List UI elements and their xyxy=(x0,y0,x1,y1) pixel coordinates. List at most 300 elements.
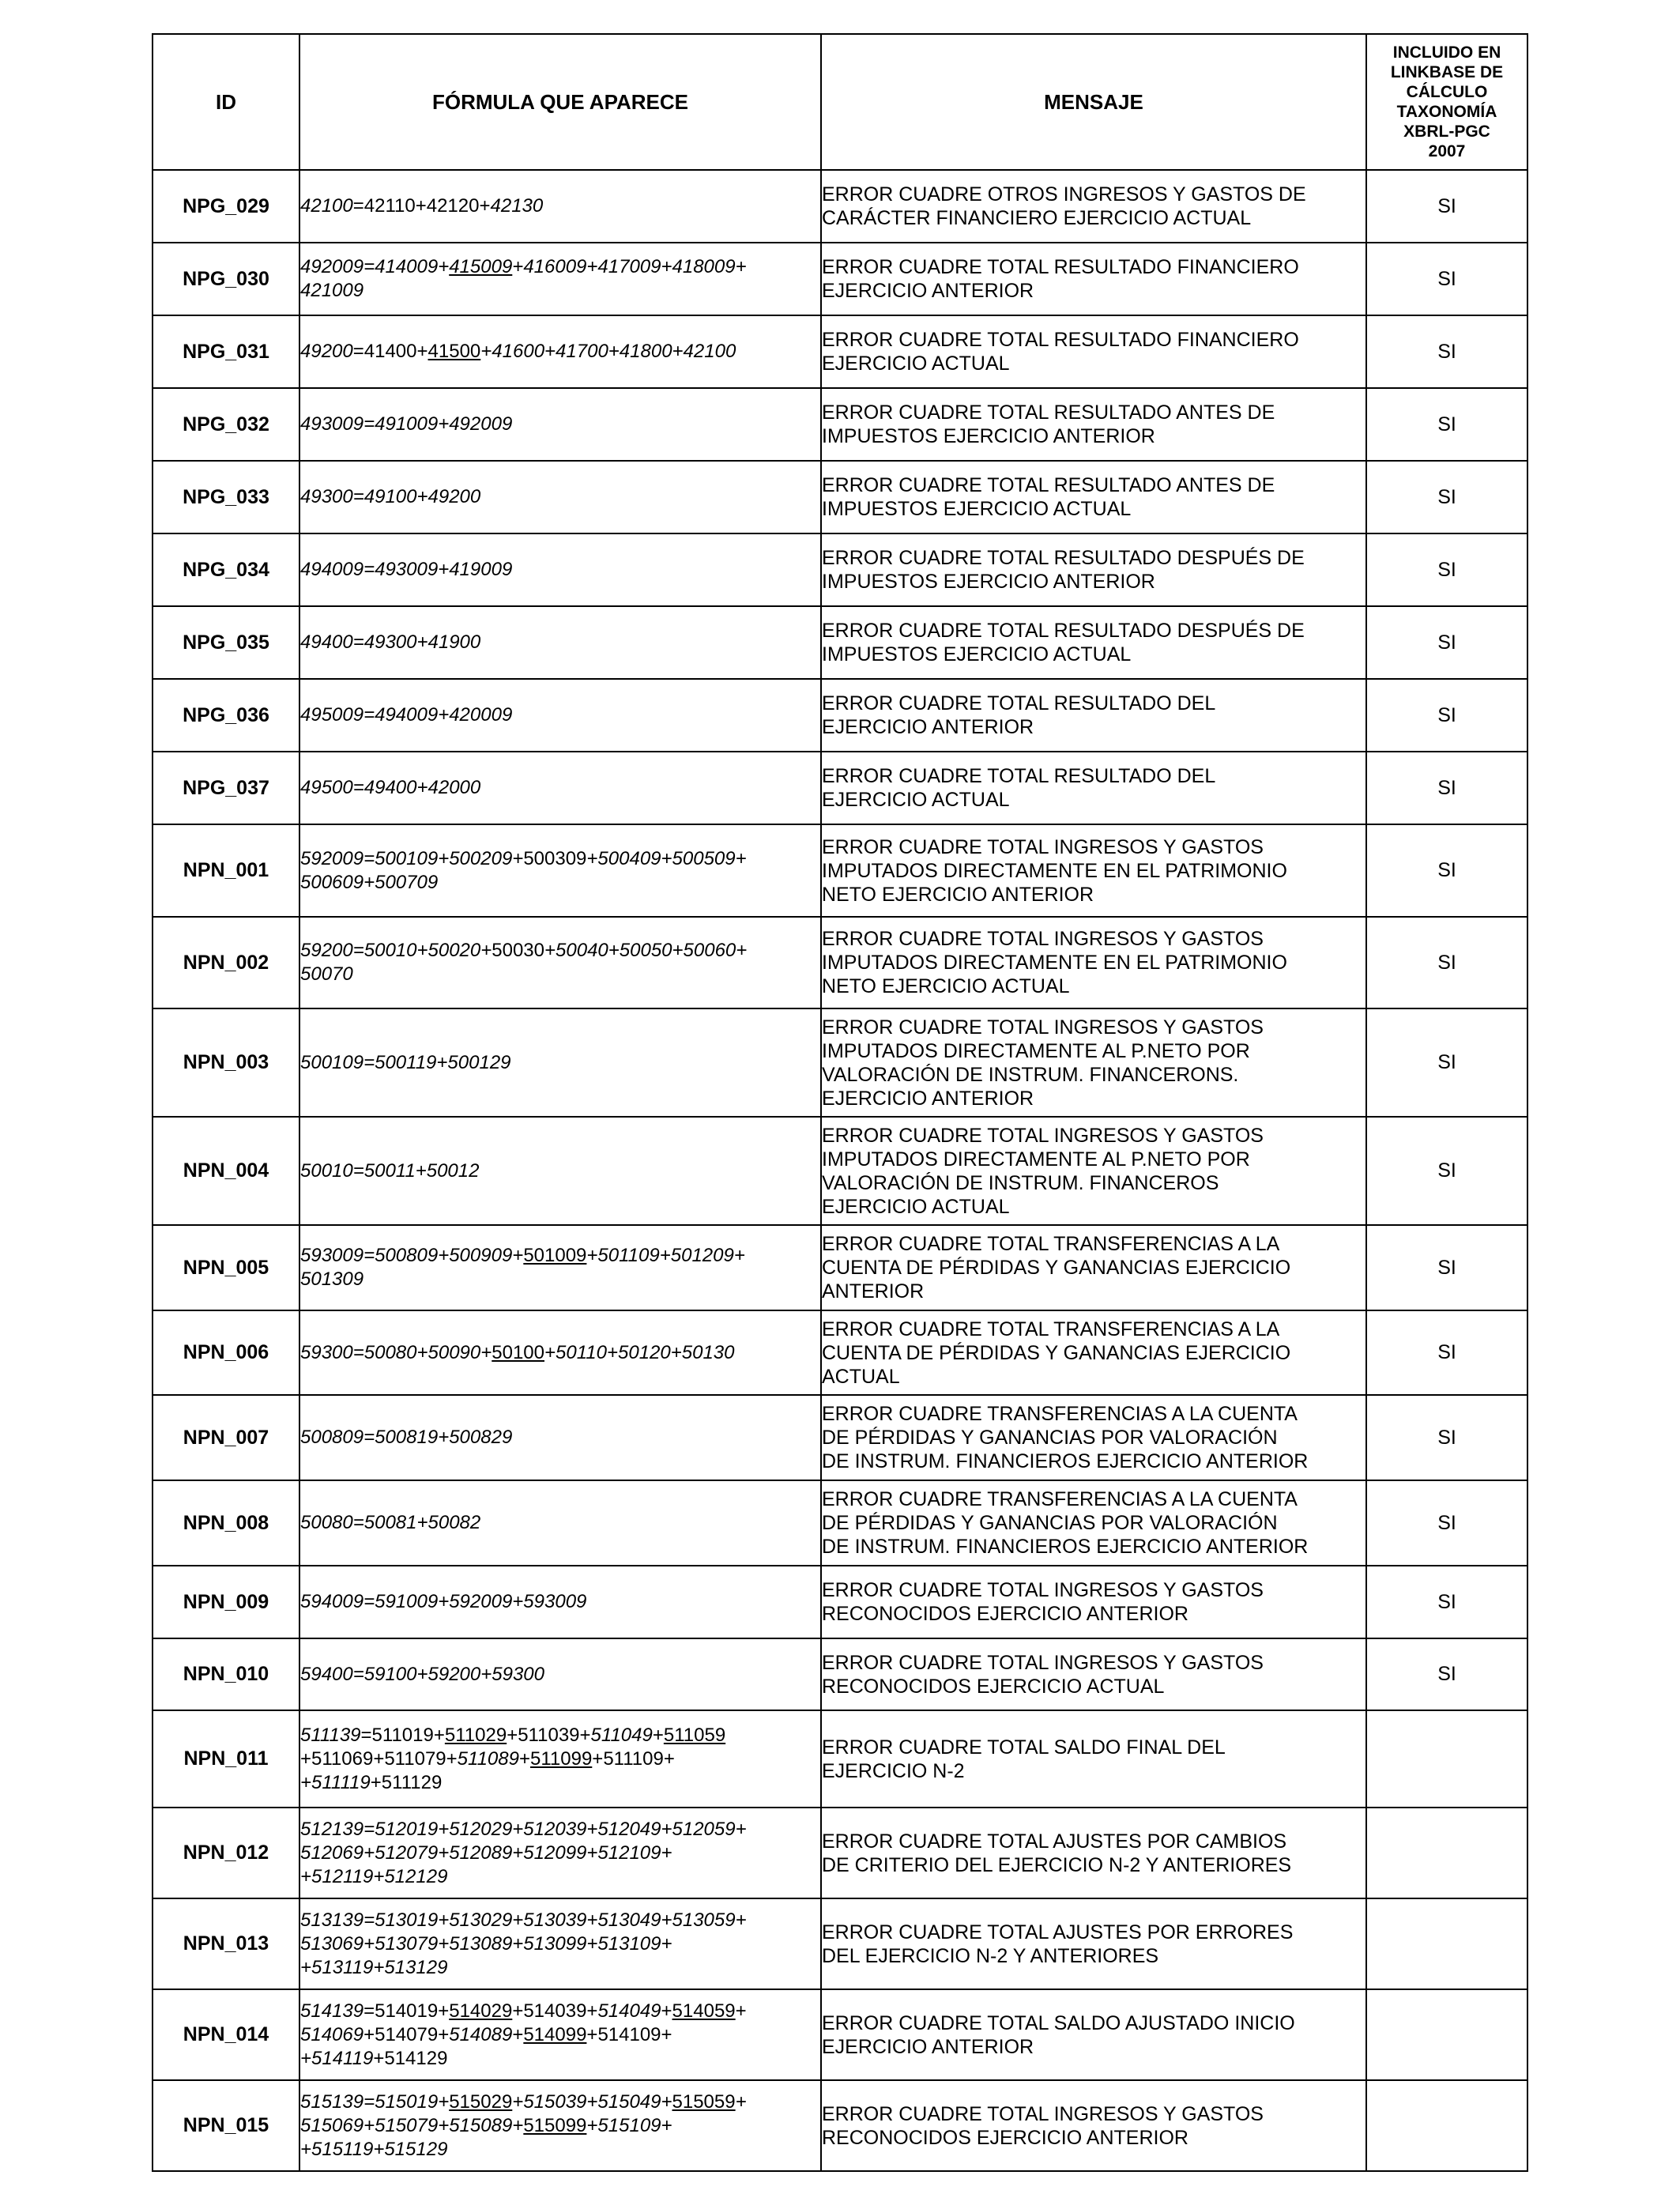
row-id: NPN_007 xyxy=(153,1395,299,1480)
row-id: NPN_013 xyxy=(153,1898,299,1989)
table-row xyxy=(153,461,1527,533)
row-included: SI xyxy=(1366,1395,1527,1480)
message-line: ERROR CUADRE TOTAL RESULTADO DESPUÉS DE xyxy=(822,547,1305,569)
row-message xyxy=(821,824,1366,917)
formula-line xyxy=(300,1724,820,1747)
row-id: NPN_003 xyxy=(153,1008,299,1117)
table-row xyxy=(153,606,1527,679)
row-included: SI xyxy=(1366,679,1527,752)
row-id: NPG_031 xyxy=(153,315,299,388)
formula-term: 514069 xyxy=(300,2023,364,2045)
formula-term: 41500 xyxy=(428,341,481,362)
formula-term: + xyxy=(652,1724,664,1746)
formula-line xyxy=(300,776,820,800)
formula-term: +511129 xyxy=(370,1771,443,1793)
formula-term: + xyxy=(512,2023,524,2045)
formula-term: 594009=591009+592009+593009 xyxy=(300,1591,587,1612)
row-message xyxy=(821,1225,1366,1310)
formula-line xyxy=(300,2023,820,2047)
message-line: ERROR CUADRE TOTAL INGRESOS Y GASTOS xyxy=(822,1579,1264,1601)
formula-term: 59300=50080+50090+ xyxy=(300,1341,492,1363)
formula-term: 512139=512019+512029+512039+512049+512059+ xyxy=(300,1818,747,1840)
formula-term: =514019+ xyxy=(363,2000,450,2022)
message-line: ERROR CUADRE TOTAL RESULTADO FINANCIERO xyxy=(822,256,1299,278)
row-message xyxy=(821,1808,1366,1898)
formula-term: +514079+ xyxy=(363,2023,450,2045)
formula-term: +515119+515129 xyxy=(300,2138,448,2160)
message-line: ERROR CUADRE TOTAL INGRESOS Y GASTOS xyxy=(822,1016,1264,1039)
row-included: SI xyxy=(1366,606,1527,679)
header-included-line: TAXONOMÍA xyxy=(1396,103,1497,121)
formula-term: +514129 xyxy=(373,2047,448,2069)
formula-term: 512069+512079+512089+512099+512109+ xyxy=(300,1842,672,1864)
row-included: SI xyxy=(1366,533,1527,606)
row-formula xyxy=(299,243,821,315)
formula-term: +41600+41700+41800+42100 xyxy=(480,341,736,362)
row-included xyxy=(1366,1808,1527,1898)
formula-term: +514109+ xyxy=(586,2023,672,2045)
formula-term: 514049 xyxy=(597,2000,661,2022)
formula-term: +511109+ xyxy=(592,1747,675,1770)
formula-line xyxy=(300,279,820,303)
formula-term: 42100 xyxy=(300,195,353,217)
formula-term: + xyxy=(518,1747,530,1770)
row-formula xyxy=(299,461,821,533)
formula-term: 511049 xyxy=(590,1724,653,1746)
message-line: ERROR CUADRE OTROS INGRESOS Y GASTOS DE xyxy=(822,183,1306,205)
formula-line xyxy=(300,1818,820,1842)
message-line: ERROR CUADRE TOTAL RESULTADO DESPUÉS DE xyxy=(822,620,1305,642)
formula-term: 50070 xyxy=(300,963,353,985)
row-formula xyxy=(299,606,821,679)
row-id: NPN_008 xyxy=(153,1480,299,1566)
formula-line xyxy=(300,1341,820,1365)
table-row xyxy=(153,243,1527,315)
formula-line xyxy=(300,1842,820,1865)
message-line: IMPUTADOS DIRECTAMENTE AL P.NETO POR xyxy=(822,1148,1250,1171)
table-row xyxy=(153,824,1527,917)
formula-term: 515059 xyxy=(672,2090,736,2113)
formula-term: 49200 xyxy=(300,341,353,362)
header-message: MENSAJE xyxy=(821,34,1366,170)
row-message xyxy=(821,752,1366,824)
formula-line xyxy=(300,1051,820,1075)
row-formula xyxy=(299,752,821,824)
formula-term: 515139=515019+ xyxy=(300,2090,450,2113)
formula-line xyxy=(300,413,820,436)
row-message xyxy=(821,1480,1366,1566)
message-line: VALORACIÓN DE INSTRUM. FINANCEROS xyxy=(822,1171,1219,1194)
message-line: ERROR CUADRE TOTAL INGRESOS Y GASTOS xyxy=(822,928,1264,950)
formula-term: 511099 xyxy=(529,1747,593,1770)
table-body xyxy=(153,170,1527,2171)
row-id: NPN_005 xyxy=(153,1225,299,1310)
formula-term: 59400=59100+59200+59300 xyxy=(300,1663,544,1685)
row-formula xyxy=(299,1310,821,1395)
table-row xyxy=(153,170,1527,243)
row-included: SI xyxy=(1366,1480,1527,1566)
message-line: IMPUTADOS DIRECTAMENTE EN EL PATRIMONIO xyxy=(822,952,1287,974)
message-line: DE INSTRUM. FINANCIEROS EJERCICIO ANTERIOR xyxy=(822,1536,1309,1558)
row-included: SI xyxy=(1366,388,1527,461)
row-message xyxy=(821,2080,1366,2171)
table-row xyxy=(153,1989,1527,2080)
message-line: ERROR CUADRE TOTAL RESULTADO DEL xyxy=(822,692,1216,714)
table-row xyxy=(153,1808,1527,1898)
message-line: EJERCICIO ANTERIOR xyxy=(822,1087,1034,1110)
table-row xyxy=(153,1310,1527,1395)
formula-term: +515109+ xyxy=(586,2114,672,2136)
formula-term: +500409+500509+ xyxy=(586,847,747,869)
message-line: CUENTA DE PÉRDIDAS Y GANANCIAS EJERCICIO xyxy=(822,1257,1291,1279)
formula-term: 515069+515079+515089+ xyxy=(300,2114,524,2136)
row-message xyxy=(821,606,1366,679)
formula-term: +512119+512129 xyxy=(300,1865,448,1887)
row-included: SI xyxy=(1366,824,1527,917)
row-included: SI xyxy=(1366,1117,1527,1225)
row-message xyxy=(821,533,1366,606)
table-row xyxy=(153,752,1527,824)
row-message xyxy=(821,315,1366,388)
row-formula xyxy=(299,1710,821,1808)
message-line: ERROR CUADRE TOTAL INGRESOS Y GASTOS xyxy=(822,2102,1264,2125)
formula-term: + xyxy=(661,2000,672,2022)
formula-term: 42130 xyxy=(490,195,544,217)
row-id: NPG_030 xyxy=(153,243,299,315)
table-row xyxy=(153,2080,1527,2171)
message-line: RECONOCIDOS EJERCICIO ANTERIOR xyxy=(822,1603,1188,1625)
formula-term: +511119 xyxy=(300,1771,371,1793)
message-line: EJERCICIO N-2 xyxy=(822,1759,965,1782)
message-line: RECONOCIDOS EJERCICIO ANTERIOR xyxy=(822,2126,1188,2149)
row-formula xyxy=(299,315,821,388)
header-included-line: 2007 xyxy=(1428,142,1466,160)
formula-line xyxy=(300,485,820,509)
message-line: NETO EJERCICIO ACTUAL xyxy=(822,975,1070,997)
formula-term: 50010=50011+50012 xyxy=(300,1159,480,1182)
row-id: NPN_001 xyxy=(153,824,299,917)
table-row xyxy=(153,679,1527,752)
table-row xyxy=(153,1566,1527,1638)
table-header-row xyxy=(153,34,1527,170)
formula-line xyxy=(300,963,820,986)
formula-term: =41400+ xyxy=(352,341,428,362)
formula-term: 514029 xyxy=(449,2000,513,2022)
header-included xyxy=(1366,34,1527,170)
table-row xyxy=(153,315,1527,388)
formula-term: 49500=49400+42000 xyxy=(300,777,481,798)
message-line: DE PÉRDIDAS Y GANANCIAS POR VALORACIÓN xyxy=(822,1512,1278,1534)
formula-line xyxy=(300,2090,820,2114)
row-id: NPN_012 xyxy=(153,1808,299,1898)
row-included: SI xyxy=(1366,461,1527,533)
formula-term: +50110+50120+50130 xyxy=(544,1341,735,1363)
row-included: SI xyxy=(1366,1638,1527,1710)
formula-term: + xyxy=(735,2090,747,2113)
row-formula xyxy=(299,1008,821,1117)
message-line: ERROR CUADRE TRANSFERENCIAS A LA CUENTA xyxy=(822,1403,1298,1425)
row-formula xyxy=(299,1808,821,1898)
formula-line xyxy=(300,1511,820,1535)
formula-term: 49300=49100+49200 xyxy=(300,486,481,507)
formula-term: +514039+ xyxy=(512,2000,598,2022)
message-line: NETO EJERCICIO ANTERIOR xyxy=(822,883,1094,906)
formula-line xyxy=(300,2047,820,2071)
formula-term: 593009=500809+500909+ xyxy=(300,1245,524,1266)
message-line: VALORACIÓN DE INSTRUM. FINANCERONS. xyxy=(822,1063,1239,1086)
formula-term: 511139 xyxy=(300,1724,361,1746)
message-line: EJERCICIO ACTUAL xyxy=(822,789,1010,811)
message-line: EJERCICIO ANTERIOR xyxy=(822,280,1034,302)
row-formula xyxy=(299,1480,821,1566)
row-id: NPG_034 xyxy=(153,533,299,606)
formula-line xyxy=(300,1932,820,1956)
message-line: IMPUTADOS DIRECTAMENTE EN EL PATRIMONIO xyxy=(822,859,1287,882)
row-message xyxy=(821,1395,1366,1480)
table-row xyxy=(153,1898,1527,1989)
message-line: ERROR CUADRE TOTAL AJUSTES POR CAMBIOS xyxy=(822,1830,1287,1853)
formula-line xyxy=(300,558,820,582)
row-formula xyxy=(299,917,821,1008)
formula-line xyxy=(300,194,820,218)
row-formula xyxy=(299,1989,821,2080)
formula-term: 421009 xyxy=(300,280,364,301)
header-included-line: XBRL-PGC xyxy=(1403,123,1490,141)
row-formula xyxy=(299,1898,821,1989)
formula-term: 515029 xyxy=(449,2090,513,2113)
formula-line xyxy=(300,1590,820,1614)
row-included xyxy=(1366,1989,1527,2080)
formula-line xyxy=(300,1663,820,1687)
message-line: ERROR CUADRE TOTAL SALDO FINAL DEL xyxy=(822,1736,1226,1759)
table-row xyxy=(153,388,1527,461)
row-formula xyxy=(299,679,821,752)
message-line: ERROR CUADRE TOTAL AJUSTES POR ERRORES xyxy=(822,1921,1294,1943)
formula-term: 501309 xyxy=(300,1269,364,1290)
row-formula xyxy=(299,388,821,461)
row-included xyxy=(1366,1710,1527,1808)
header-included-line: INCLUIDO EN xyxy=(1392,43,1501,62)
message-line: DEL EJERCICIO N-2 Y ANTERIORES xyxy=(822,1944,1159,1967)
row-formula xyxy=(299,824,821,917)
message-line: ERROR CUADRE TOTAL INGRESOS Y GASTOS xyxy=(822,1651,1264,1674)
message-line: ACTUAL xyxy=(822,1365,900,1388)
row-id: NPN_010 xyxy=(153,1638,299,1710)
formula-line xyxy=(300,1865,820,1889)
row-id: NPN_004 xyxy=(153,1117,299,1225)
message-line: ERROR CUADRE TRANSFERENCIAS A LA CUENTA xyxy=(822,1488,1298,1510)
row-included xyxy=(1366,2080,1527,2171)
table-row xyxy=(153,1395,1527,1480)
message-line: CUENTA DE PÉRDIDAS Y GANANCIAS EJERCICIO xyxy=(822,1341,1291,1364)
header-formula: FÓRMULA QUE APARECE xyxy=(299,34,821,170)
formula-line xyxy=(300,1956,820,1980)
message-line: EJERCICIO ANTERIOR xyxy=(822,2035,1034,2058)
row-id: NPN_002 xyxy=(153,917,299,1008)
row-message xyxy=(821,170,1366,243)
formula-term: 500609+500709 xyxy=(300,871,439,893)
row-message xyxy=(821,461,1366,533)
row-id: NPN_011 xyxy=(153,1710,299,1808)
formula-term: 492009=414009+ xyxy=(300,256,450,277)
message-line: ERROR CUADRE TOTAL RESULTADO ANTES DE xyxy=(822,474,1275,496)
message-line: EJERCICIO ANTERIOR xyxy=(822,716,1034,738)
row-included: SI xyxy=(1366,1566,1527,1638)
formula-term: +513119+513129 xyxy=(300,1956,448,1978)
formula-term: 49400=49300+41900 xyxy=(300,631,481,653)
row-message xyxy=(821,1008,1366,1117)
formula-term: 500809=500819+500829 xyxy=(300,1427,513,1448)
message-line: EJERCICIO ACTUAL xyxy=(822,1195,1010,1218)
formula-term: 50080=50081+50082 xyxy=(300,1512,481,1533)
table-row xyxy=(153,1117,1527,1225)
formula-line xyxy=(300,1909,820,1932)
message-line: ERROR CUADRE TOTAL RESULTADO DEL xyxy=(822,765,1216,787)
row-id: NPN_009 xyxy=(153,1566,299,1638)
row-id: NPG_032 xyxy=(153,388,299,461)
formula-term: 511029 xyxy=(444,1724,507,1746)
formula-validation-table xyxy=(152,33,1528,2172)
formula-line xyxy=(300,847,820,871)
formula-term: =511019+ xyxy=(360,1724,445,1746)
message-line: ERROR CUADRE TOTAL SALDO AJUSTADO INICIO xyxy=(822,2011,1295,2034)
formula-term: 511089 xyxy=(457,1747,519,1770)
header-id: ID xyxy=(153,34,299,170)
row-message xyxy=(821,1117,1366,1225)
message-line: DE PÉRDIDAS Y GANANCIAS POR VALORACIÓN xyxy=(822,1427,1278,1449)
message-line: CARÁCTER FINANCIERO EJERCICIO ACTUAL xyxy=(822,207,1252,229)
formula-term: 514089 xyxy=(449,2023,513,2045)
message-line: DE INSTRUM. FINANCIEROS EJERCICIO ANTERIOR xyxy=(822,1450,1309,1472)
formula-term: 415009 xyxy=(449,256,513,277)
table-row xyxy=(153,1008,1527,1117)
row-formula xyxy=(299,1225,821,1310)
row-id: NPG_037 xyxy=(153,752,299,824)
row-id: NPN_006 xyxy=(153,1310,299,1395)
formula-line xyxy=(300,1426,820,1449)
table-row xyxy=(153,1225,1527,1310)
formula-term: +515039+515049+ xyxy=(512,2090,672,2113)
formula-line xyxy=(300,2114,820,2138)
formula-term: 494009=493009+419009 xyxy=(300,559,513,580)
formula-line xyxy=(300,939,820,963)
message-line: ERROR CUADRE TOTAL INGRESOS Y GASTOS xyxy=(822,1124,1264,1147)
formula-line xyxy=(300,1771,820,1795)
formula-line xyxy=(300,1747,820,1771)
formula-term: 514139 xyxy=(300,2000,364,2022)
row-message xyxy=(821,1710,1366,1808)
formula-line xyxy=(300,1244,820,1268)
table-row xyxy=(153,533,1527,606)
message-line: ERROR CUADRE TOTAL TRANSFERENCIAS A LA xyxy=(822,1318,1280,1340)
formula-term: 514099 xyxy=(523,2023,587,2045)
message-line: IMPUESTOS EJERCICIO ANTERIOR xyxy=(822,571,1155,593)
message-line: ERROR CUADRE TOTAL RESULTADO ANTES DE xyxy=(822,401,1275,424)
row-message xyxy=(821,243,1366,315)
row-included: SI xyxy=(1366,1225,1527,1310)
row-id: NPG_036 xyxy=(153,679,299,752)
formula-term: +50040+50050+50060+ xyxy=(544,940,748,961)
message-line: ERROR CUADRE TOTAL INGRESOS Y GASTOS xyxy=(822,835,1264,858)
table-row xyxy=(153,1480,1527,1566)
formula-term: 59200=50010+50020+ xyxy=(300,940,492,961)
message-line: EJERCICIO ACTUAL xyxy=(822,352,1010,375)
row-message xyxy=(821,388,1366,461)
formula-term: 511059 xyxy=(663,1724,726,1746)
formula-term: 513139=513019+513029+513039+513049+513059+ xyxy=(300,1909,747,1931)
message-line: ERROR CUADRE TOTAL TRANSFERENCIAS A LA xyxy=(822,1233,1280,1255)
row-message xyxy=(821,1310,1366,1395)
row-formula xyxy=(299,533,821,606)
formula-line xyxy=(300,2000,820,2023)
formula-term: 501009 xyxy=(523,1245,587,1266)
row-id: NPG_029 xyxy=(153,170,299,243)
row-formula xyxy=(299,2080,821,2171)
row-id: NPG_033 xyxy=(153,461,299,533)
formula-term: 514059 xyxy=(672,2000,736,2022)
row-message xyxy=(821,1989,1366,2080)
formula-term: 513069+513079+513089+513099+513109+ xyxy=(300,1932,672,1955)
formula-line xyxy=(300,631,820,654)
formula-term: +511039+ xyxy=(507,1724,591,1746)
formula-term: +416009+417009+418009+ xyxy=(512,256,747,277)
table-row xyxy=(153,1638,1527,1710)
header-included-line: LINKBASE DE xyxy=(1390,63,1504,81)
row-formula xyxy=(299,1566,821,1638)
header-included-line: CÁLCULO xyxy=(1406,83,1488,101)
row-formula xyxy=(299,1638,821,1710)
message-line: ANTERIOR xyxy=(822,1280,925,1302)
row-id: NPN_015 xyxy=(153,2080,299,2171)
table-row xyxy=(153,1710,1527,1808)
row-id: NPN_014 xyxy=(153,1989,299,2080)
row-message xyxy=(821,1566,1366,1638)
message-line: IMPUESTOS EJERCICIO ACTUAL xyxy=(822,643,1132,665)
formula-term: +514119 xyxy=(300,2047,374,2069)
formula-term: 50030 xyxy=(492,940,545,961)
formula-line xyxy=(300,871,820,895)
formula-term: + xyxy=(735,2000,747,2022)
formula-term: 592009=500109+500209+ xyxy=(300,847,524,869)
formula-line xyxy=(300,703,820,727)
formula-term: +511069+511079+ xyxy=(300,1747,458,1770)
formula-line xyxy=(300,1268,820,1291)
formula-term: =42110+42120+ xyxy=(352,195,491,217)
row-included: SI xyxy=(1366,315,1527,388)
message-line: ERROR CUADRE TOTAL RESULTADO FINANCIERO xyxy=(822,329,1299,351)
formula-term: 500309 xyxy=(523,847,587,869)
formula-term: 500109=500119+500129 xyxy=(300,1051,511,1073)
formula-term: 495009=494009+420009 xyxy=(300,704,513,726)
formula-line xyxy=(300,255,820,279)
row-included: SI xyxy=(1366,170,1527,243)
formula-term: 493009=491009+492009 xyxy=(300,413,513,435)
row-included: SI xyxy=(1366,1310,1527,1395)
row-included xyxy=(1366,1898,1527,1989)
formula-term: +501109+501209+ xyxy=(586,1245,745,1266)
row-formula xyxy=(299,1117,821,1225)
row-message xyxy=(821,679,1366,752)
row-included: SI xyxy=(1366,752,1527,824)
row-included: SI xyxy=(1366,243,1527,315)
formula-line xyxy=(300,2138,820,2162)
table-row xyxy=(153,917,1527,1008)
row-included: SI xyxy=(1366,917,1527,1008)
row-message xyxy=(821,917,1366,1008)
formula-line xyxy=(300,340,820,364)
formula-line xyxy=(300,1159,820,1183)
message-line: IMPUESTOS EJERCICIO ANTERIOR xyxy=(822,425,1155,447)
